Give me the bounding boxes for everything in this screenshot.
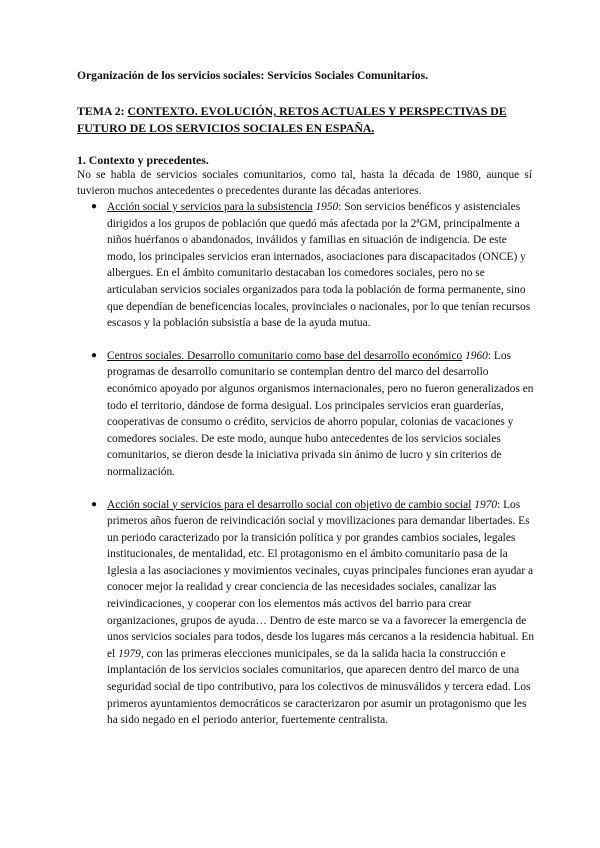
bullet-icon: ● (91, 498, 98, 510)
bullet-icon: ● (91, 349, 98, 361)
bullet-list (77, 199, 537, 729)
list-item (77, 199, 537, 332)
item-year: 1960 (465, 349, 488, 362)
list-item (77, 497, 537, 729)
tema-heading (77, 103, 537, 137)
item-colon: : (497, 498, 501, 511)
bullet-icon: ● (91, 201, 98, 212)
item-body-continued: Dentro de este marco se va a favorecer la emergencia de unos servicios sociales para todos, desde los lugares más cercanos a la residencia habitual. En el (107, 614, 535, 660)
item-colon: : (487, 349, 492, 362)
document-title: Organización de los servicios sociales: Servicios Sociales Comunitarios. (77, 69, 428, 82)
item-body-end: , con las primeras elecciones municipales, se da la salida hacia la construcción e implantación de los servicios sociales comunitarios, que aparecen dentro del marco de una seguridad social de tipo contributivo, para los colectivos de minusválidos y tercera edad. Los primeros ayuntamientos democráticos se caracterizaron por asumir un protagonismo que les ha sido negado en el periodo anterior, fuertemente centralista. (107, 647, 531, 727)
item-body: Los primeros años fueron de reivindicación social y movilizaciones para demandar libertades. Es un periodo caracterizado por la transición política y por grandes cambios sociales, legales institucionales, de mentalidad, etc. El protagonismo en el ámbito comunitario pasa de la Iglesia a las asociaciones y movimientos vecinales, cuyas principales funciones eran ayudar a conocer mejor la realidad y crear conciencia de las necesidades sociales, canalizar las reivindicaciones, y cooperar con los elementos más activos del barrio para crear organizaciones, grupos de ayuda… (107, 498, 534, 627)
tema-title: CONTEXTO. EVOLUCIÓN, RETOS ACTUALES Y PERSPECTIVAS DE FUTURO DE LOS SERVICIOS SOCIALES EN ESPAÑA. (77, 104, 507, 135)
item-year: 1970 (474, 498, 498, 511)
item-heading: Acción social y servicios para la subsistencia (107, 201, 313, 213)
inline-year: 1979 (118, 647, 141, 660)
section-heading: 1. Contexto y precedentes. (77, 153, 209, 167)
item-body: : Son servicios benéficos y asistenciales dirigidos a los grupos de población que quedó más afectada por la 2ªGM, principalmente a niños huérfanos o abandonados, inválidos y familias en situación de indigencia. De este modo, los principales servicios eran internados, asociaciones para discapacitados (ONCE) y albergues. En el ámbito comunitario destacaban los comedores sociales, pero no se articulaban servicios sociales organizados para toda la población de forma permanente, sino que dependían de beneficencias locales, provinciales o nacionales, por lo que tenían recursos escasos y la población subsistía a base de la ayuda mutua. (107, 201, 531, 330)
item-heading: Centros sociales. Desarrollo comunitario como base del desarrollo económico (107, 349, 463, 362)
list-item (77, 348, 537, 481)
item-year: 1950 (315, 201, 339, 213)
item-heading: Acción social y servicios para el desarrollo social con objetivo de cambio social (107, 498, 472, 511)
tema-label: TEMA 2: (77, 104, 125, 118)
section-intro: No se habla de servicios sociales comunitarios, como tal, hasta la década de 1980, aunque sí tuvieron muchos antecedentes o precedentes durante las décadas anteriores. (77, 169, 532, 197)
item-body: Los programas de desarrollo comunitario se contemplan dentro del marco del desarrollo económico apoyado por algunos organismos internacionales, pero no fueron generalizados en todo el territorio, dándose de forma desigual. Los principales servicios eran guarderías, cooperativas de consumo o crédito, servicios de ahorro popular, colonias de vacaciones y comedores sociales. De este modo, aunque hubo antecedentes de los servicios sociales comunitarios, se dieron desde la iniciativa privada sin ánimo de lucro y sin criterios de normalización. (107, 349, 534, 478)
